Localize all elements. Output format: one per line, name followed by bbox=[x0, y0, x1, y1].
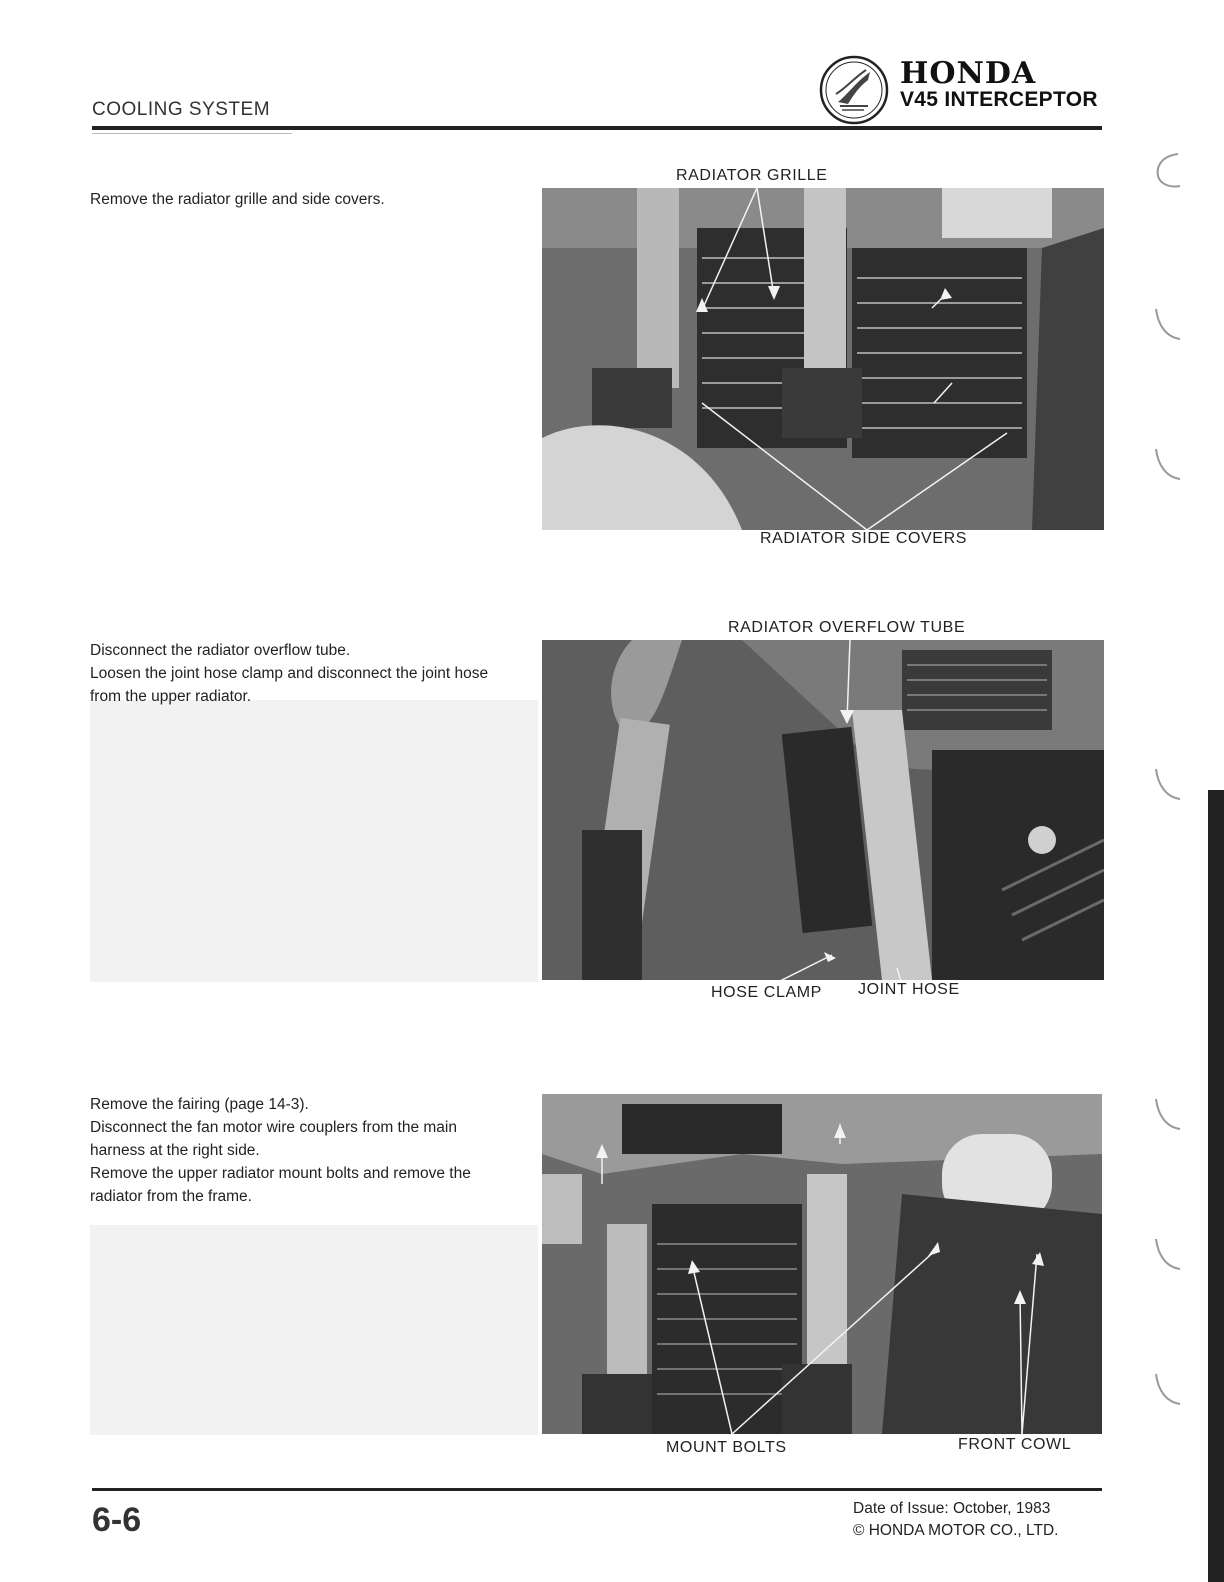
step-3-paragraph-2: Disconnect the fan motor wire couplers from the main harness at the right side. bbox=[90, 1119, 457, 1159]
label-hose-clamp: HOSE CLAMP bbox=[711, 984, 822, 1001]
photo-radiator-grille bbox=[542, 188, 1104, 530]
copyright: © HONDA MOTOR CO., LTD. bbox=[853, 1522, 1059, 1539]
photo-mount-bolts bbox=[542, 1094, 1102, 1434]
page-edge-tab bbox=[1208, 790, 1224, 1582]
step-2-paragraph-1: Disconnect the radiator overflow tube. bbox=[90, 642, 351, 659]
bleed-through-region-2 bbox=[90, 700, 538, 982]
step-2-paragraph-2: Loosen the joint hose clamp and disconnect the joint hose from the upper radiator. bbox=[90, 665, 489, 705]
date-of-issue: Date of Issue: October, 1983 bbox=[853, 1500, 1051, 1517]
header-rule bbox=[92, 126, 1102, 130]
step-2-text bbox=[90, 639, 508, 708]
binder-mark-icon bbox=[1152, 1095, 1182, 1135]
binder-mark-icon bbox=[1152, 765, 1182, 805]
step-3-text bbox=[90, 1093, 508, 1208]
header-rule-thin bbox=[92, 133, 292, 134]
photo-overflow-tube bbox=[542, 640, 1104, 980]
label-front-cowl: FRONT COWL bbox=[958, 1436, 1072, 1453]
model-name: V45 INTERCEPTOR bbox=[900, 88, 1098, 111]
section-title: COOLING SYSTEM bbox=[92, 99, 271, 120]
honda-logo bbox=[818, 54, 1108, 126]
label-radiator-side-covers: RADIATOR SIDE COVERS bbox=[760, 530, 967, 547]
label-mount-bolts: MOUNT BOLTS bbox=[666, 1439, 787, 1456]
brand-name: HONDA bbox=[900, 56, 1037, 91]
binder-mark-icon bbox=[1152, 150, 1182, 190]
label-radiator-overflow-tube: RADIATOR OVERFLOW TUBE bbox=[728, 619, 966, 636]
label-joint-hose: JOINT HOSE bbox=[858, 981, 960, 998]
binder-mark-icon bbox=[1152, 1370, 1182, 1410]
bleed-through-region-3 bbox=[90, 1225, 538, 1435]
step-1-text bbox=[90, 188, 508, 211]
footer-rule bbox=[92, 1488, 1102, 1491]
honda-wing-seal-icon bbox=[818, 54, 890, 126]
step-1-paragraph: Remove the radiator grille and side covers. bbox=[90, 191, 385, 208]
label-radiator-grille: RADIATOR GRILLE bbox=[676, 167, 828, 184]
issue-info bbox=[853, 1498, 1058, 1542]
binder-mark-icon bbox=[1152, 305, 1182, 345]
step-3-paragraph-1: Remove the fairing (page 14-3). bbox=[90, 1096, 309, 1113]
binder-mark-icon bbox=[1152, 445, 1182, 485]
binder-mark-icon bbox=[1152, 1235, 1182, 1275]
step-3-paragraph-3: Remove the upper radiator mount bolts and remove the radiator from the frame. bbox=[90, 1165, 471, 1205]
page-number: 6-6 bbox=[92, 1501, 142, 1539]
